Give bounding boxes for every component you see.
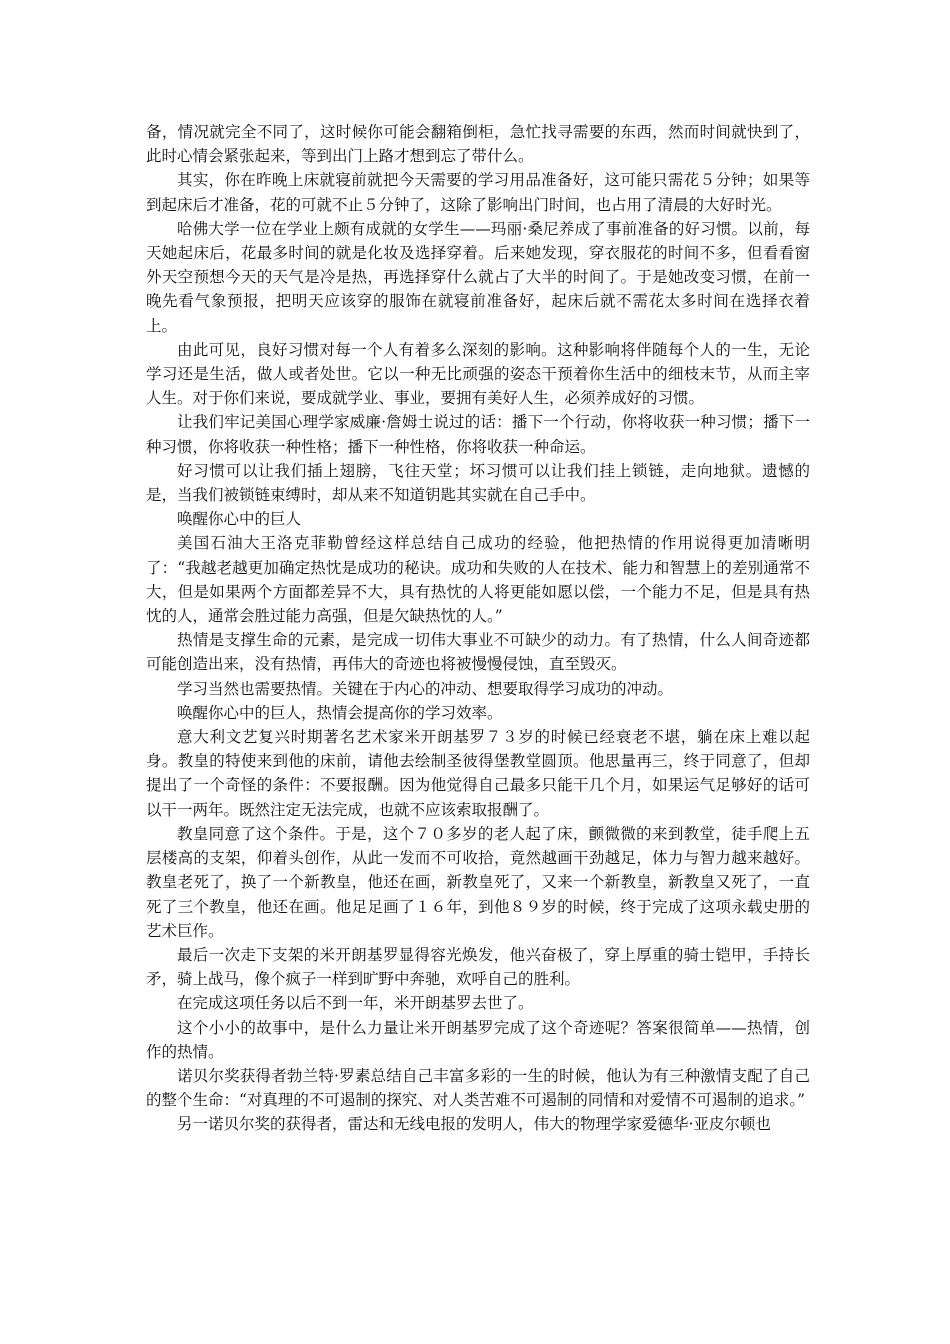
paragraph: 这个小小的故事中，是什么力量让米开朗基罗完成了这个奇迹呢？答案很简单——热情，创作的热情。 xyxy=(146,1018,810,1061)
paragraph: 诺贝尔奖获得者勃兰特·罗素总结自己丰富多彩的一生的时候，他认为有三种激情支配了自己的整个生命：“对真理的不可遏制的探究、对人类苦难不可遏制的同情和对爱情不可遏制的追求。” xyxy=(146,1066,810,1110)
paragraph: 意大利文艺复兴时期著名艺术家米开朗基罗７３岁的时候已经衰老不堪，躺在床上难以起身。教皇的特使来到他的床前，请他去绘制圣彼得堡教堂圆顶。他思量再三，终于同意了，但却提出了一个奇怪的条件：不要报酬。因为他觉得自己最多只能干几个月，如果运气足够好的话可以干一两年。既然注定无法完成，也就不应该索取报酬了。 xyxy=(146,728,810,819)
paragraph: 教皇同意了这个条件。于是，这个７０多岁的老人起了床，颤微微的来到教堂，徒手爬上五层楼高的支架，仰着头创作，从此一发而不可收拾，竟然越画干劲越足，体力与智力越来越好。教皇老死了，换了一个新教皇，他还在画，新教皇死了，又来一个新教皇，新教皇又死了，一直死了三个教皇，他还在画。他足足画了１６年，到他８９岁的时候，终于完成了这项永载史册的艺术巨作。 xyxy=(146,824,810,940)
paragraph: 热情是支撑生命的元素，是完成一切伟大事业不可缺少的动力。有了热情，什么人间奇迹都可能创造出来，没有热情，再伟大的奇迹也将被慢慢侵蚀，直至毁灭。 xyxy=(146,631,810,674)
paragraph: 好习惯可以让我们插上翅膀，飞往天堂；坏习惯可以让我们挂上锁链，走向地狱。遗憾的是，当我们被锁链束缚时，却从来不知道钥匙其实就在自己手中。 xyxy=(146,461,810,505)
document-page xyxy=(146,120,810,1137)
paragraph: 另一诺贝尔奖的获得者，雷达和无线电报的发明人，伟大的物理学家爱德华·亚皮尔顿也 xyxy=(177,1115,771,1134)
paragraph: 哈佛大学一位在学业上颇有成就的女学生——玛丽·桑尼养成了事前准备的好习惯。以前，每天她起床后，花最多时间的就是化妆及选择穿着。后来她发现，穿衣服花的时间不多，但看看窗外天空预想今天的天气是冷是热，再选择穿什么就占了大半的时间了。于是她改变习惯，在前一晚先看气象预报，把明天应该穿的服饰在就寝前准备好，起床后就不需花太多时间在选择衣着上。 xyxy=(146,219,810,335)
paragraph: 学习当然也需要热情。关键在于内心的冲动、想要取得学习成功的冲动。 xyxy=(177,679,674,698)
paragraph: 备，情况就完全不同了，这时候你可能会翻箱倒柜，急忙找寻需要的东西，然而时间就快到了，此时心情会紧张起来，等到出门上路才想到忘了带什么。 xyxy=(146,123,810,166)
paragraph: 其实，你在昨晚上床就寝前就把今天需要的学习用品准备好，这可能只需花５分钟；如果等到起床后才准备，花的可就不止５分钟了，这除了影响出门时间，也占用了清晨的大好时光。 xyxy=(146,171,810,214)
section-heading: 唤醒你心中的巨人 xyxy=(177,510,302,529)
paragraph: 让我们牢记美国心理学家威廉·詹姆士说过的话：播下一个行动，你将收获一种习惯；播下一种习惯，你将收获一种性格；播下一种性格，你将收获一种命运。 xyxy=(146,413,810,456)
paragraph: 在完成这项任务以后不到一年，米开朗基罗去世了。 xyxy=(177,994,534,1013)
paragraph: 最后一次走下支架的米开朗基罗显得容光焕发，他兴奋极了，穿上厚重的骑士铠甲，手持长矛，骑上战马，像个疯子一样到旷野中奔驰，欢呼自己的胜利。 xyxy=(146,945,810,989)
paragraph: 由此可见，良好习惯对每一个人有着多么深刻的影响。这种影响将伴随每个人的一生，无论学习还是生活，做人或者处世。它以一种无比顽强的姿态干预着你生活中的细枝末节，从而主宰人生。对于你们来说，要成就学业、事业，要拥有美好人生，必须养成好的习惯。 xyxy=(146,340,810,408)
paragraph: 美国石油大王洛克菲勒曾经这样总结自己成功的经验，他把热情的作用说得更加清晰明了：“我越老越更加确定热忱是成功的秘诀。成功和失败的人在技术、能力和智慧上的差别通常不大，但是如果两个方面都差异不大，具有热忱的人将更能如愿以偿，一个能力不足，但是具有热忱的人，通常会胜过能力高强，但是欠缺热忱的人。” xyxy=(146,534,810,626)
paragraph: 唤醒你心中的巨人，热情会提高你的学习效率。 xyxy=(177,703,503,722)
